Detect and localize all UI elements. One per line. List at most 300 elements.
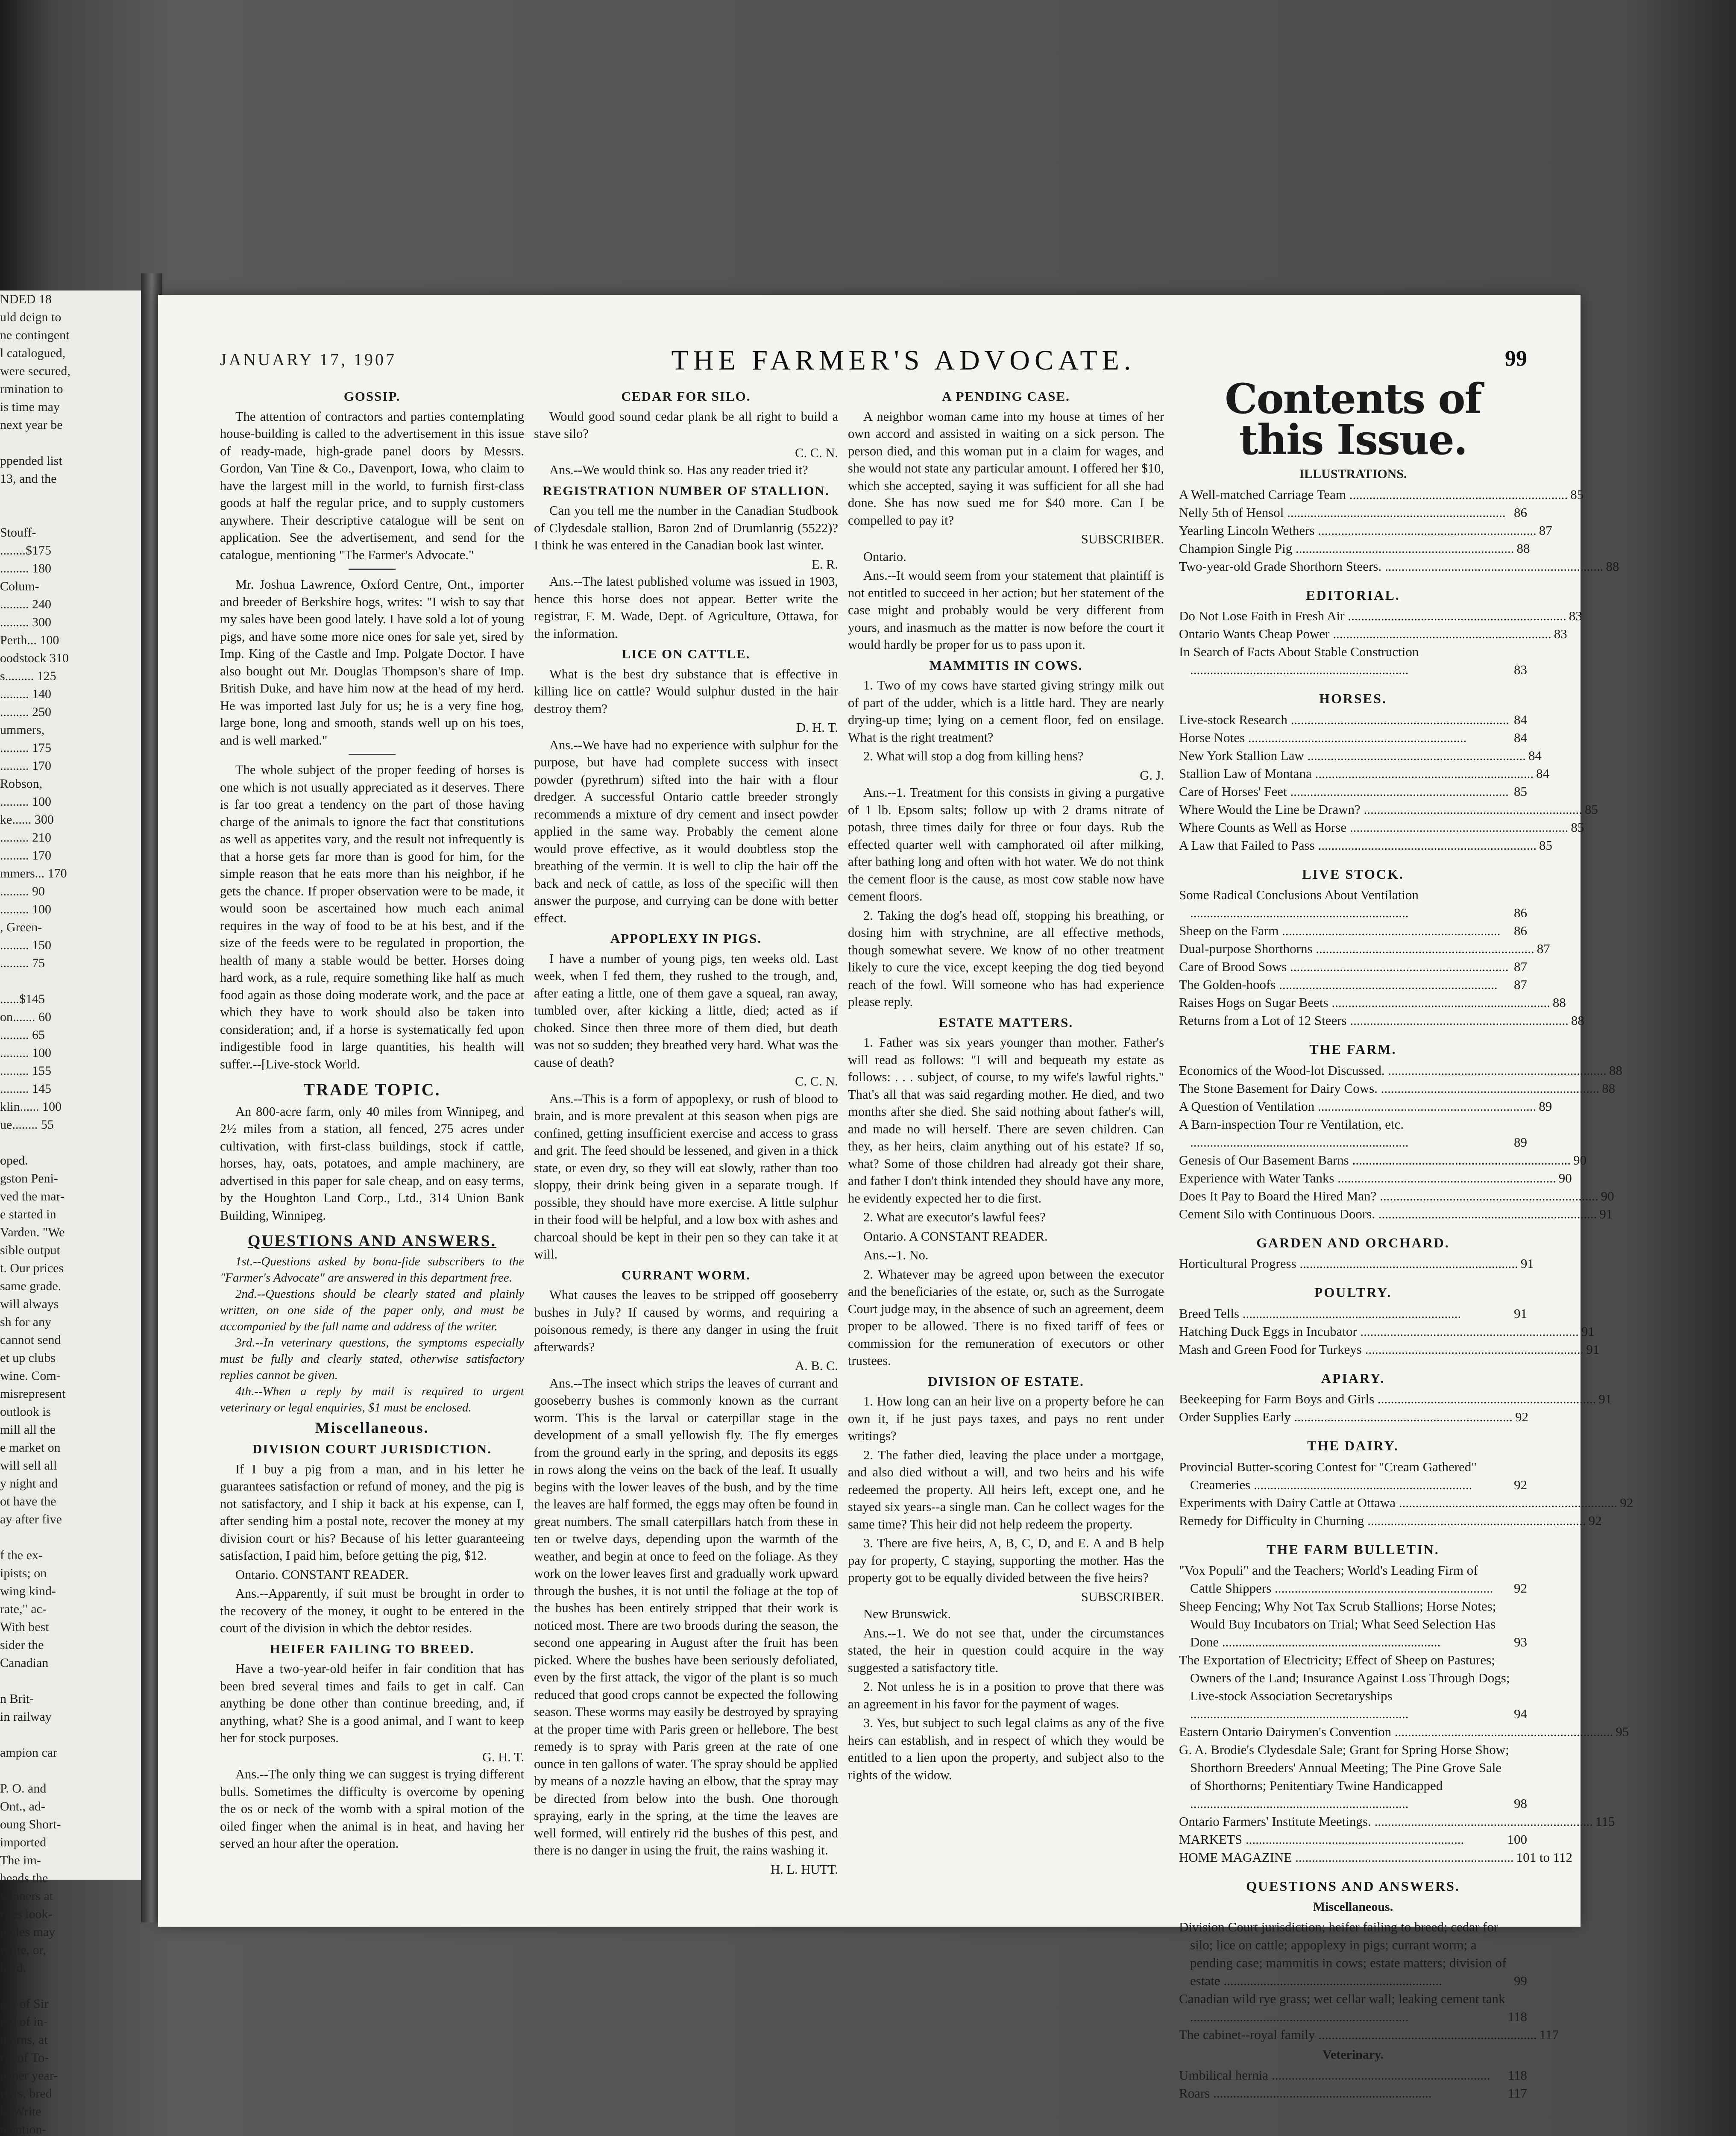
paragraph: Have a two-year-old heifer in fair condition that has been bred several times and fails to get in calf. Can anything be done other than continue breeding, and, if anything, what? She is a good animal, and I want to keep her for stock purposes. bbox=[220, 1661, 524, 1745]
toc-miscellaneous bbox=[1179, 1918, 1559, 2044]
toc-entry-page: 87 bbox=[1537, 941, 1550, 956]
toc-entry bbox=[1179, 729, 1527, 747]
fragment-line: oung Short- bbox=[0, 1817, 61, 1831]
fragment-line: ipists; on bbox=[0, 1566, 47, 1580]
article-heading: REGISTRATION NUMBER OF STALLION. bbox=[542, 483, 830, 498]
fragment-line: ......... 180 bbox=[0, 561, 51, 575]
toc-entry-title: Dual-purpose Shorthorns ..... bbox=[1179, 940, 1534, 958]
fragment-line: NDED 18 bbox=[0, 292, 52, 306]
article-heading: APPOPLEXY IN PIGS. bbox=[610, 931, 762, 946]
toc-entry bbox=[1179, 1151, 1586, 1169]
article-heading: ESTATE MATTERS. bbox=[938, 1015, 1073, 1030]
fragment-line: wine. Com- bbox=[0, 1369, 61, 1383]
fragment-line: ger of Sir bbox=[0, 1997, 49, 2011]
toc-entry-title: Returns from a Lot of 12 Steers ..... bbox=[1179, 1012, 1569, 1030]
fragment-line: The im- bbox=[0, 1853, 41, 1867]
toc-entry bbox=[1179, 765, 1550, 783]
signature: C. C. N. bbox=[795, 1074, 838, 1089]
toc-entry-title: In Search of Facts About Stable Construction ..... bbox=[1179, 643, 1511, 679]
toc-entry-page: 115 bbox=[1595, 1814, 1615, 1829]
toc-section-heading: THE FARM BULLETIN. bbox=[1267, 1541, 1440, 1557]
toc-entry bbox=[1179, 1741, 1527, 1813]
toc-entry-title: Order Supplies Early ..... bbox=[1179, 1408, 1513, 1426]
toc-entry bbox=[1179, 1323, 1595, 1341]
fragment-line: , Green- bbox=[0, 920, 42, 934]
toc-entry-page: 89 bbox=[1539, 1098, 1552, 1114]
toc-entry-title: Care of Brood Sows ..... bbox=[1179, 958, 1511, 976]
fragment-line: oodstock 310 bbox=[0, 651, 69, 665]
paragraph: If I buy a pig from a man, and in his letter he guarantees satisfaction or refund of money, and the pig is not satisfactory, and I ship it back at his expense, can I, after sending him a postal note, recover the money at my division court or his? Because of his letter guaranteeing satisfaction, I paid him, before getting the pig, $12. bbox=[220, 1461, 524, 1563]
toc-entry-page: 87 bbox=[1539, 522, 1552, 538]
toc-entry-title: Two-year-old Grade Shorthorn Steers. ..... bbox=[1179, 557, 1603, 575]
toc-entry-page: 83 bbox=[1554, 626, 1567, 641]
fragment-line: ......... 100 bbox=[0, 1046, 51, 1060]
toc-entry bbox=[1179, 783, 1527, 801]
fragment-line: heads the bbox=[0, 1871, 48, 1885]
toc-entry-title: The Exportation of Electricity; Effect of Sheep on Pastures; Owners of the Land; Insurance Against Loss Through Dogs; Live-stock Association Secretaryships ..... bbox=[1179, 1651, 1511, 1723]
adjacent-page-fragment bbox=[0, 290, 141, 2136]
fragment-line bbox=[0, 488, 137, 506]
fragment-line: is time may bbox=[0, 400, 60, 414]
toc-entry-title: Division Court jurisdiction; heifer failing to breed; cedar for silo; lice on cattle; appoplexy in pigs; currant worm; a pending case; mammitis in cows; estate matters; division of estate ..... bbox=[1179, 1918, 1511, 1990]
toc-subheading: Miscellaneous. bbox=[1313, 1899, 1393, 1914]
toc-entry bbox=[1179, 540, 1530, 557]
toc-entry-title: Experiments with Dairy Cattle at Ottawa ..... bbox=[1179, 1494, 1617, 1512]
toc-entry-title: Sheep on the Farm ..... bbox=[1179, 922, 1511, 940]
toc-entry-page: 88 bbox=[1609, 1062, 1622, 1078]
toc-entry bbox=[1179, 1012, 1584, 1030]
toc-entry-page: 117 bbox=[1539, 2027, 1559, 2042]
toc-section-heading: APIARY. bbox=[1321, 1370, 1385, 1386]
fragment-line: ay after five bbox=[0, 1512, 62, 1526]
toc-entry-title: Canadian wild rye grass; wet cellar wall; leaking cement tank ..... bbox=[1179, 1990, 1505, 2026]
fragment-line: ......... 170 bbox=[0, 848, 51, 863]
toc-entry bbox=[1179, 2066, 1527, 2084]
toc-entry-page: 87 bbox=[1514, 959, 1527, 974]
toc-entry-page: 88 bbox=[1552, 995, 1566, 1010]
toc-entry-title: A Question of Ventilation ..... bbox=[1179, 1097, 1536, 1115]
paragraph: 1. Father was six years younger than mother. Father's will read as follows: "I will and bequeath my estate as follows: . . . subject, of course, to my wife's lawful rights." That's all that was said regarding mother. He died, and two months after she died. She said nothing about father's will, and made no will herself. There are seven children. Can they, as her heirs, claim anything out of his estate? If so, what? Some of those children had already got their share, and father I don't think intended they should have any more, he evidently expected her to die first. bbox=[848, 1035, 1164, 1206]
column-1 bbox=[220, 384, 524, 1854]
toc-entry-title: Ontario Farmers' Institute Meetings. ..... bbox=[1179, 1813, 1593, 1831]
toc-section-heading: GARDEN AND ORCHARD. bbox=[1256, 1235, 1450, 1250]
toc-section-heading: POULTRY. bbox=[1314, 1285, 1392, 1300]
fragment-line: ......... 145 bbox=[0, 1082, 51, 1096]
fragment-line: will always bbox=[0, 1297, 59, 1311]
toc-entry-page: 92 bbox=[1588, 1513, 1602, 1528]
toc-entry-title: Does It Pay to Board the Hired Man? ..... bbox=[1179, 1187, 1598, 1205]
fragment-line: sible output bbox=[0, 1243, 60, 1257]
toc-section-heading: LIVE STOCK. bbox=[1302, 866, 1404, 882]
toc-entry-title: Nelly 5th of Hensol ..... bbox=[1179, 504, 1511, 522]
fragment-line: f the ex- bbox=[0, 1548, 43, 1562]
paragraph: I have a number of young pigs, ten weeks old. Last week, when I fed them, they rushed to the trough, and, after eating a little, one of them gave a squeal, ran away, tumbled over, after kicking a little, died; acted as if choked. Since then three more of them died, but death was not so sudden; they breathed very hard. What was the cause of death? bbox=[534, 951, 838, 1070]
fragment-line: winners at bbox=[0, 1889, 53, 1903]
toc-horses bbox=[1179, 711, 1598, 854]
article-heading: A PENDING CASE. bbox=[942, 389, 1070, 404]
paragraph: What is the best dry substance that is effective in killing lice on cattle? Would sulphur dusted in the hair destroy them? bbox=[534, 666, 838, 716]
fragment-line: e market on bbox=[0, 1441, 61, 1455]
toc-entry-page: 83 bbox=[1569, 608, 1582, 623]
toc-entry-title: Genesis of Our Basement Barns ..... bbox=[1179, 1151, 1571, 1169]
toc-entry bbox=[1179, 2084, 1527, 2102]
fragment-line: on....... 60 bbox=[0, 1010, 51, 1024]
page-header bbox=[220, 346, 1527, 376]
paragraph: 2. Whatever may be agreed upon between the executor and the beneficiaries of the estate, or, such as the Surrogate Court judge may, in the absence of such an agreement, deem proper to be allowed. There is no fixed tariff of fees or commission for the remuneration of executors or other trustees. bbox=[848, 1267, 1164, 1368]
article-heading: LICE ON CATTLE. bbox=[622, 646, 751, 661]
fragment-line bbox=[0, 1529, 137, 1546]
fragment-line: ved the mar- bbox=[0, 1189, 65, 1203]
toc-entry-page: 85 bbox=[1539, 837, 1552, 853]
toc-entry bbox=[1179, 504, 1527, 522]
paragraph: Ans.--We have had no experience with sulphur for the purpose, but have had complete success with insect powder (pyrethrum) sifted into the hair with a flour dredger. A successful Ontario cattle breeder strongly recommends a mixture of dry cement and insect powder applied in the same way. Probably the cement alone would prove effective, as it would doubtless stop the breathing of the vermin. It is well to clip the hair off the back and neck of cattle, as loss of the specific will then answer the purpose, and currying can be done with better effect. bbox=[534, 737, 838, 925]
toc-entry bbox=[1179, 922, 1527, 940]
paragraph: Ans.--We would think so. Has any reader tried it? bbox=[549, 463, 808, 477]
fragment-line: 13, and the bbox=[0, 472, 57, 486]
toc-entry-title: The cabinet--royal family ..... bbox=[1179, 2026, 1537, 2044]
toc-entry bbox=[1179, 1458, 1527, 1494]
toc-entry-page: 83 bbox=[1514, 662, 1527, 677]
fragment-line: ......... 170 bbox=[0, 759, 51, 773]
toc-entry-page: 87 bbox=[1514, 977, 1527, 992]
paragraph: Ans.--1. We do not see that, under the circumstances stated, the heir in question could acquire in the way suggested a satisfactory title. bbox=[848, 1625, 1164, 1675]
fragment-line: y night and bbox=[0, 1476, 58, 1491]
fragment-line: mention- bbox=[0, 2122, 47, 2136]
toc-entry-title: The Stone Basement for Dairy Cows. ..... bbox=[1179, 1080, 1599, 1097]
toc-entry bbox=[1179, 1187, 1614, 1205]
toc-entry-page: 86 bbox=[1514, 905, 1527, 920]
toc-entry-page: 85 bbox=[1585, 801, 1598, 817]
toc-entry-title: Sheep Fencing; Why Not Tax Scrub Stallions; Horse Notes; Would Buy Incubators on Trial; What Seed Selection Has Done ..... bbox=[1179, 1597, 1511, 1651]
paragraph: Ans.--The only thing we can suggest is trying different bulls. Sometimes the difficulty is overcome by opening the os or neck of the womb with a spiral motion of the oiled finger when the animal is in heat, and having her served an hour after the operation. bbox=[220, 1767, 524, 1851]
toc-entry-title: Stallion Law of Montana ..... bbox=[1179, 765, 1534, 783]
paragraph: 2. What are executor's lawful fees? bbox=[863, 1210, 1046, 1224]
fragment-line bbox=[0, 972, 137, 990]
toc-live-stock bbox=[1179, 886, 1584, 1030]
toc-entry-title: Care of Horses' Feet ..... bbox=[1179, 783, 1511, 801]
toc-entry-title: A Well-matched Carriage Team ..... bbox=[1179, 486, 1568, 504]
fragment-line: sh for any bbox=[0, 1315, 51, 1329]
fragment-line: Ont., ad- bbox=[0, 1799, 45, 1813]
toc-veterinary bbox=[1179, 2066, 1527, 2102]
toc-entry-page: 94 bbox=[1514, 1706, 1527, 1721]
toc-entry bbox=[1179, 1494, 1633, 1512]
toc-entry bbox=[1179, 1062, 1622, 1080]
fragment-line: Colum- bbox=[0, 579, 39, 593]
fragment-line: rth of To- bbox=[0, 2051, 49, 2065]
toc-entry bbox=[1179, 1255, 1534, 1273]
fragment-line: s......... 125 bbox=[0, 669, 56, 683]
toc-dairy bbox=[1179, 1458, 1633, 1530]
adjacent-page-text bbox=[0, 290, 137, 2136]
column-2 bbox=[534, 384, 838, 1878]
newspaper-page bbox=[158, 295, 1633, 2101]
paragraph: Ans.--Apparently, if suit must be brought in order to the recovery of the money, it ought to be entered in the court of the division in which the debtor resides. bbox=[220, 1586, 524, 1635]
toc-entry bbox=[1179, 643, 1527, 679]
toc-entry bbox=[1179, 1115, 1527, 1151]
toc-entry-title: Horticultural Progress ..... bbox=[1179, 1255, 1518, 1273]
toc-entry bbox=[1179, 976, 1527, 994]
toc-entry bbox=[1179, 1813, 1615, 1831]
fragment-line: et up clubs bbox=[0, 1351, 56, 1365]
qa-rule: 3rd.--In veterinary questions, the symptoms especially must be fully and clearly stated, otherwise satisfactory replies cannot be given. bbox=[220, 1335, 524, 1382]
toc-entry bbox=[1179, 625, 1567, 643]
paragraph: Ans.--The insect which strips the leaves of currant and gooseberry bushes is commonly known as the currant worm. This is the larval or caterpillar stage in the development of a small yellowish fly. The fly emerges from the ground early in the spring, and deposits its eggs in rows along the veins on the back of the leaf. It usually begins with the lower leaves of the bush, and by the time the leaves are half formed, the eggs may often be found in great numbers. The small caterpillars hatch from these in ten or twelve days, depending upon the warmth of the weather, and begin at once to feed on the foliage. As they work on the lower leaves first and gradually work upward through the bushes, it is not until the foliage at the top of the bushes has been entirely stripped that their work is noticed most. There are two broods during the season, the second one appearing in August after the fruit has been picked. Where the bushes have been seriously defoliated, even by the first attack, the vigor of the plant is so much reduced that good crops cannot be expected the following season. These worms may easily be destroyed by spraying at the proper time with Paris green or hellebore. The best remedy is to spray with Paris green at the rate of one ounce in ten gallons of water. The spray should be applied by means of a nozzle having an elbow, that the spray may be directed from below into the bush. One thorough spraying, early in the spring, at the time the leaves are well formed, will entirely rid the bushes of this pest, and there is no danger in using the fruit, the rains washing it. bbox=[534, 1376, 838, 1857]
toc-entry-page: 84 bbox=[1514, 712, 1527, 727]
toc-entry-page: 91 bbox=[1586, 1341, 1600, 1357]
fragment-line: Perth... 100 bbox=[0, 633, 59, 647]
fragment-line: Robson, bbox=[0, 777, 43, 791]
toc-entry bbox=[1179, 2026, 1559, 2044]
toc-entry-page: 88 bbox=[1571, 1013, 1584, 1028]
toc-entry-title: A Barn-inspection Tour re Ventilation, etc. ..... bbox=[1179, 1115, 1511, 1151]
toc-entry-page: 85 bbox=[1570, 487, 1584, 502]
fragment-line: same grade. bbox=[0, 1279, 62, 1293]
fragment-line: were secured, bbox=[0, 364, 70, 378]
toc-entry-page: 91 bbox=[1599, 1206, 1613, 1221]
toc-entry-page: 85 bbox=[1571, 819, 1584, 835]
toc-entry-page: 92 bbox=[1620, 1495, 1633, 1510]
toc-entry-page: 92 bbox=[1515, 1409, 1528, 1424]
fragment-line: ......... 100 bbox=[0, 795, 51, 809]
fragment-line: ......... 90 bbox=[0, 884, 45, 898]
toc-entry-page: 86 bbox=[1514, 923, 1527, 938]
fragment-line: l catalogued, bbox=[0, 346, 66, 360]
signature: G. J. bbox=[1140, 768, 1164, 783]
toc-entry-title: Remedy for Difficulty in Churning ..... bbox=[1179, 1512, 1586, 1530]
fragment-line: in railway bbox=[0, 1710, 52, 1724]
toc-entry-page: 89 bbox=[1514, 1134, 1527, 1150]
article-heading: DIVISION OF ESTATE. bbox=[928, 1373, 1084, 1389]
paragraph: 2. What will stop a dog from killing hens? bbox=[863, 749, 1084, 763]
toc-section-heading: EDITORIAL. bbox=[1306, 587, 1400, 603]
section-heading: Miscellaneous. bbox=[315, 1419, 429, 1436]
fragment-line bbox=[0, 1134, 137, 1152]
toc-entry bbox=[1179, 747, 1542, 765]
signature: SUBSCRIBER. bbox=[1081, 1589, 1164, 1604]
fragment-line: wing kind- bbox=[0, 1584, 56, 1598]
toc-entry bbox=[1179, 1305, 1527, 1323]
divider bbox=[349, 754, 396, 755]
toc-entry-page: 118 bbox=[1507, 2009, 1527, 2024]
fragment-line bbox=[0, 1977, 137, 1995]
paragraph: An 800-acre farm, only 40 miles from Winnipeg, and 2½ miles from a station, all fenced, 275 acres under cultivation, with first-class buildings, stock if cattle, horses, hay, oats, potatoes, and ample machinery, are advertised in this paper for sale cheap, and on easy terms, by the Houghton Land Corp., Ltd., 314 Union Bank Building, Winnipeg. bbox=[220, 1104, 524, 1223]
fragment-line: imported bbox=[0, 1835, 47, 1849]
fragment-line: oped. bbox=[0, 1153, 28, 1168]
toc-entry bbox=[1179, 1723, 1629, 1741]
fragment-line: t. Our prices bbox=[0, 1261, 64, 1275]
toc-entry-title: New York Stallion Law ..... bbox=[1179, 747, 1526, 765]
toc-entry-title: Yearling Lincoln Wethers ..... bbox=[1179, 522, 1537, 540]
paragraph: Can you tell me the number in the Canadian Studbook of Clydesdale stallion, Baron 2nd of Drumlanrig (5522)? I think he was entered in the Canadian book last winter. bbox=[534, 503, 838, 552]
section-heading: GOSSIP. bbox=[343, 389, 401, 404]
toc-entry bbox=[1179, 836, 1552, 854]
fragment-line: ifers, bred bbox=[0, 2086, 52, 2101]
paragraph: A neighbor woman came into my house at times of her own accord and assisted in waiting on a sick person. The person died, and this woman put in a claim for wages, and she would not state any particular amount. I offered her $10, which she accepted, saying it was sufficient for all she had done. She has now sued me for $40 more. Can I be compelled to pay it? bbox=[848, 409, 1164, 528]
toc-entry bbox=[1179, 711, 1527, 729]
paragraph: 2. The father died, leaving the place under a mortgage, and also died without a will, and two heirs and his wife redeemed the property. All heirs left, except one, and he stayed six years--a single man. Can he collect wages for the same time? This heir did not help redeem the property. bbox=[848, 1447, 1164, 1532]
fragment-line: ......... 175 bbox=[0, 741, 51, 755]
signature: Ontario. A CONSTANT READER. bbox=[863, 1229, 1048, 1244]
fragment-line: ......... 210 bbox=[0, 830, 51, 845]
toc-entry bbox=[1179, 1561, 1527, 1597]
toc-entry bbox=[1179, 1918, 1527, 1990]
fragment-line: Canadian bbox=[0, 1656, 49, 1670]
fragment-line: ke...... 300 bbox=[0, 813, 54, 827]
toc-entry-title: The Golden-hoofs ..... bbox=[1179, 976, 1511, 994]
fragment-line: Varden. "We bbox=[0, 1225, 65, 1239]
toc-apiary bbox=[1179, 1390, 1612, 1426]
toc-farm-bulletin bbox=[1179, 1561, 1629, 1831]
toc-entry-page: 91 bbox=[1598, 1391, 1612, 1406]
toc-entry-page: 93 bbox=[1514, 1634, 1527, 1649]
toc-entry-title: Do Not Lose Faith in Fresh Air ..... bbox=[1179, 607, 1566, 625]
signature: D. H. T. bbox=[796, 720, 838, 735]
toc-entry-page: 90 bbox=[1558, 1170, 1572, 1185]
toc-garden bbox=[1179, 1255, 1534, 1273]
toc-farm bbox=[1179, 1062, 1622, 1223]
paragraph: 2. Taking the dog's head off, stopping his breathing, or dosing him with strychnine, are all effective methods, though somewhat severe. We know of no other treatment likely to cure the vice, except keeping the dog tied beyond reach of the fowl. Will someone who has had experience please reply. bbox=[848, 908, 1164, 1009]
toc-entry bbox=[1179, 801, 1598, 819]
toc-entry bbox=[1179, 1512, 1602, 1530]
paragraph: 1. Two of my cows have started giving stringy milk out of part of the udder, which is a little hard. They are nearly drying-up time; lying on a cement floor, fed on ensilage. What is the right treatment? bbox=[848, 678, 1164, 745]
fragment-line: P. O. and bbox=[0, 1781, 47, 1796]
toc-entry bbox=[1179, 557, 1619, 575]
paragraph: Mr. Joshua Lawrence, Oxford Centre, Ont., importer and breeder of Berkshire hogs, writes: "I wish to say that my sales have been good lately. I have sold a lot of young pigs, and have some more nice ones for sale yet, sired by Imp. King of the Castle and Imp. Polgate Doctor. I have also bought out Mr. Douglas Thompson's share of Imp. British Duke, and have him now at the head of my herd. He was imported last July for us; he is a very fine hog, large bone, long and smooth, stands well up on his toes, and is well marked." bbox=[220, 577, 524, 748]
contents-title: Contents of this Issue. bbox=[1225, 375, 1481, 464]
toc-entry-page: 95 bbox=[1616, 1724, 1629, 1739]
toc-entry bbox=[1179, 1990, 1527, 2026]
toc-editorial bbox=[1179, 607, 1582, 679]
toc-entry: HOME MAGAZINE ..... 101 to 112 bbox=[1179, 1848, 1527, 1866]
fragment-line: rate," ac- bbox=[0, 1602, 47, 1616]
article-heading: DIVISION COURT JURISDICTION. bbox=[252, 1441, 492, 1456]
toc-entry bbox=[1179, 1169, 1572, 1187]
qa-rule: 1st.--Questions asked by bona-fide subscribers to the "Farmer's Advocate" are answered in this department free. bbox=[220, 1254, 524, 1285]
toc-entry-title: Beekeeping for Farm Boys and Girls ..... bbox=[1179, 1390, 1596, 1408]
fragment-line: ......... 150 bbox=[0, 938, 51, 952]
paragraph: Ans.--1. Treatment for this consists in giving a purgative of 1 lb. Epsom salts; follow up with 2 drams nitrate of potash, three times daily for three or four days. Rub the effected quarter well with camphorated oil after milking, after bathing long and often with hot water. We do not think the cement floor is the cause, as most cow stable now have cement floors. bbox=[848, 785, 1164, 904]
fragment-line: With best bbox=[0, 1620, 49, 1634]
fragment-line: herd. bbox=[0, 1961, 26, 1975]
toc-section-heading: HORSES. bbox=[1319, 691, 1387, 706]
fragment-line bbox=[0, 1726, 137, 1744]
fragment-line: ......$145 bbox=[0, 992, 45, 1006]
fragment-line: ........$175 bbox=[0, 543, 51, 557]
toc-entry bbox=[1179, 819, 1584, 836]
toc-entry-page: 90 bbox=[1601, 1188, 1614, 1203]
fragment-line: ......... 100 bbox=[0, 902, 51, 916]
fragment-line: ne contingent bbox=[0, 328, 70, 342]
fragment-line: next year be bbox=[0, 418, 63, 432]
signature: E. R. bbox=[812, 557, 838, 572]
fragment-line bbox=[0, 1672, 137, 1690]
fragment-line: e started in bbox=[0, 1207, 56, 1221]
toc-entry-title: Eastern Ontario Dairymen's Convention ..... bbox=[1179, 1723, 1613, 1741]
article-heading: CURRANT WORM. bbox=[621, 1267, 751, 1282]
signature: Ontario. CONSTANT READER. bbox=[235, 1567, 409, 1582]
toc-entry-title: Umbilical hernia ..... bbox=[1179, 2066, 1505, 2084]
qa-rule: 2nd.--Questions should be clearly stated and plainly written, on one side of the paper only, and must be accompanied by the full name and address of the writer. bbox=[220, 1287, 524, 1333]
toc-entry-title: Experience with Water Tanks ..... bbox=[1179, 1169, 1556, 1187]
toc-entry-page: 84 bbox=[1528, 748, 1542, 763]
toc-entry bbox=[1179, 607, 1582, 625]
toc-entry-title: Where Counts as Well as Horse ..... bbox=[1179, 819, 1568, 836]
toc-entry-page: 85 bbox=[1514, 783, 1527, 799]
issue-date: JANUARY 17, 1907 bbox=[220, 350, 396, 369]
toc-entry-page: 84 bbox=[1514, 730, 1527, 745]
toc-entry bbox=[1179, 958, 1527, 976]
paragraph: 3. Yes, but subject to such legal claims as any of the five heirs can establish, and in respect of which they would be entitled to a lien upon the property, and subject also to the rights of the widow. bbox=[848, 1716, 1164, 1782]
signature: H. L. HUTT. bbox=[771, 1862, 838, 1877]
fragment-line: ......... 250 bbox=[0, 705, 51, 719]
fragment-line: ue........ 55 bbox=[0, 1118, 54, 1132]
paragraph: Ans.--This is a form of appoplexy, or rush of blood to brain, and is more prevalent at this season when pigs are confined, getting insufficient exercise and access to grass and grit. The feed should be lessened, and given in a thick state, or even dry, so they will eat slowly, rather than too sloppy, their drink being given in a separate trough. If possible, they should have more exercise. A little sulphur in their food will be helpful, and a low box with ashes and charcoal should be kept in their pen so they can take it at will. bbox=[534, 1091, 838, 1262]
fragment-line: gston Peni- bbox=[0, 1171, 58, 1185]
toc-entry: MARKETS ..... 100 bbox=[1179, 1831, 1527, 1848]
toc-illustrations bbox=[1179, 486, 1619, 575]
toc-entry-title: Hatching Duck Eggs in Incubator ..... bbox=[1179, 1323, 1579, 1341]
fragment-line: n Brit- bbox=[0, 1692, 34, 1706]
toc-entry-page: 92 bbox=[1514, 1581, 1527, 1596]
toc-entry-page: 91 bbox=[1514, 1306, 1527, 1321]
fragment-line: ampion car bbox=[0, 1746, 58, 1760]
toc-section-heading: THE FARM. bbox=[1309, 1042, 1397, 1057]
fragment-line: ummers, bbox=[0, 723, 45, 737]
toc-entry-title: Champion Single Pig ..... bbox=[1179, 540, 1514, 557]
toc-entry bbox=[1179, 1205, 1613, 1223]
toc-entry-title: G. A. Brodie's Clydesdale Sale; Grant for Spring Horse Show; Shorthorn Breeders' Annual Meeting; The Pine Grove Sale of Shorthorns; Penitentiary Twine Handicapped ..... bbox=[1179, 1741, 1511, 1813]
fragment-line: mmers... 170 bbox=[0, 866, 67, 880]
toc-entry-title: A Law that Failed to Pass ..... bbox=[1179, 836, 1537, 854]
toc-entry bbox=[1179, 886, 1527, 922]
toc-section-heading: THE DAIRY. bbox=[1307, 1438, 1399, 1453]
toc-entry-title: Roars ..... bbox=[1179, 2084, 1505, 2102]
toc-entry-page: 88 bbox=[1516, 540, 1530, 556]
column-3 bbox=[848, 384, 1164, 1785]
qa-rule: 4th.--When a reply by mail is required to urgent veterinary or legal enquiries, $1 must be enclosed. bbox=[220, 1384, 524, 1414]
paragraph: Ans.--1. No. bbox=[863, 1248, 929, 1262]
fragment-line: outlook is bbox=[0, 1405, 51, 1419]
toc-entry bbox=[1179, 522, 1552, 540]
toc-entry bbox=[1179, 994, 1566, 1012]
article-heading: HEIFER FAILING TO BREED. bbox=[270, 1641, 475, 1656]
fragment-line: rties look- bbox=[0, 1907, 53, 1921]
toc-entry-title: Provincial Butter-scoring Contest for "Cream Gathered" Creameries ..... bbox=[1179, 1458, 1511, 1494]
paragraph: The whole subject of the proper feeding of horses is one which is not usually appreciated as it deserves. There is far too great a tendency on the part of those having charge of the animals to ignore the fact that constitutions as well as appetites vary, and the result not infrequently is that a horse gets far more than is good for him, for the simple reason that he eats more than his neighbor, if he gets the chance. If proper observation were to be made, it would soon be ascertained how much each animal requires in the way of food to be at his best, and if the size of the feeds were to be regulated in proportion, the health of many a stable would be better. Horses doing hard work, as a rule, require something like half as much food again as those doing moderate work, and the pace at which they have to work should also be taken into consideration; and, if a horse is systematically fed upon indigestible food in large quantities, his health will suffer.--[Live-stock World. bbox=[220, 763, 524, 1071]
toc-entry bbox=[1179, 1341, 1600, 1358]
toc-entry bbox=[1179, 1080, 1616, 1097]
fragment-line: cannot send bbox=[0, 1333, 61, 1347]
signature: C. C. N. bbox=[795, 445, 838, 460]
toc-entry-title: Horse Notes ..... bbox=[1179, 729, 1511, 747]
toc-entry-page: 92 bbox=[1514, 1477, 1527, 1492]
toc-section-heading: QUESTIONS AND ANSWERS. bbox=[1246, 1878, 1460, 1894]
divider bbox=[349, 569, 396, 570]
fragment-line: uld deign to bbox=[0, 310, 62, 324]
place: Ontario. bbox=[863, 549, 906, 564]
paragraph: 1. How long can an heir live on a property before he can own it, if he just pays taxes, and pays no rent under writings? bbox=[848, 1394, 1164, 1443]
toc-poultry bbox=[1179, 1305, 1600, 1358]
fragment-line bbox=[0, 506, 137, 524]
toc-entry-title: Some Radical Conclusions About Ventilation ..... bbox=[1179, 886, 1511, 922]
fragment-line: thorns, at bbox=[0, 2033, 48, 2047]
signature: A. B. C. bbox=[795, 1358, 838, 1373]
paragraph: Ans.--The latest published volume was issued in 1903, hence this horse does not appear. Better write the registrar, F. M. Wade, Dept. of Agriculture, Ottawa, for the information. bbox=[534, 574, 838, 641]
section-heading: TRADE TOPIC. bbox=[303, 1080, 441, 1099]
article-heading: CEDAR FOR SILO. bbox=[621, 389, 751, 404]
toc-entry-page: 118 bbox=[1507, 2067, 1527, 2083]
